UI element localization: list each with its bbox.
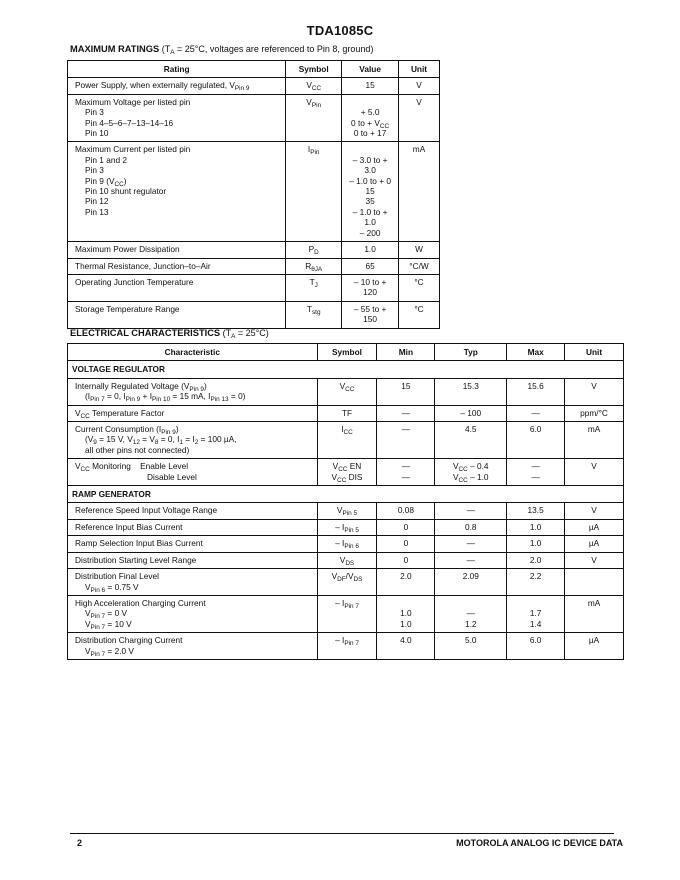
table-row: $V_{CC}$ Temperature Factor TF — – 100 — ppm/°C — [68, 405, 624, 421]
footer-page-number: 2 — [77, 838, 83, 848]
table-row: Distribution Final Level $V_{Pin 6} = 0.75$ V $V_{DF}/V_{DS}$ 2.0 2.09 2.2 — [68, 569, 624, 596]
footer-publication: MOTOROLA ANALOG IC DEVICE DATA — [456, 838, 623, 848]
table-header-row — [68, 344, 624, 361]
table-row: Ramp Selection Input Bias Current – $I_{Pin 6}$ 0 — 1.0 µA — [68, 536, 624, 552]
max-ratings-heading: MAXIMUM RATINGS ($T_A = 25^\circ C$, voltages are referenced to Pin 8, ground) — [70, 44, 374, 56]
table-row: Thermal Resistance, Junction–to–Air $R_{\theta JA}$ 65 °C/W — [68, 258, 440, 274]
elec-char-table — [67, 343, 624, 660]
table-row: $V_{CC}$ Monitoring Enable Level Disable Level $V_{CC}$ EN $V_{CC}$ DIS — — $V_{CC} - 0.4$ $V_{CC} - 1.0$ — — V — [68, 459, 624, 486]
table-row: Reference Speed Input Voltage Range $V_{Pin 5}$ 0.08 — 13.5 V — [68, 503, 624, 519]
max-ratings-table — [67, 60, 440, 329]
table-row: Power Supply, when externally regulated, $V_{Pin 9}$ $V_{CC}$ 15 V — [68, 78, 440, 94]
header-min: Min — [377, 344, 435, 361]
header-max: Max — [507, 344, 565, 361]
header-value: Value — [342, 61, 399, 78]
table-row: High Acceleration Charging Current $V_{Pin 7} = 0$ V $V_{Pin 7} = 10$ V – $I_{Pin 7}$ 1.0 1.0 — 1.2 1.7 1.4 mA — [68, 595, 624, 632]
table-row: Internally Regulated Voltage $(V_{Pin 9})$ ($I_{Pin 7} = 0$, $I_{Pin 9} + I_{Pin 10} = 15$ mA, $I_{Pin 13} = 0$) $V_{CC}$ 15 15.3 15.6 V — [68, 378, 624, 405]
table-row: Maximum Voltage per listed pin Pin 3 Pin 4–5–6–7–13–14–16 Pin 10 $V_{Pin}$ + 5.0 0 to + $V_{CC}$ 0 to + 17 V — [68, 94, 440, 142]
header-characteristic: Characteristic — [68, 344, 318, 361]
header-typ: Typ — [435, 344, 507, 361]
group-label-ramp-generator: RAMP GENERATOR — [68, 486, 624, 503]
document-title: TDA1085C — [306, 23, 374, 38]
header-unit: Unit — [565, 344, 624, 361]
table-row: Current Consumption $(I_{Pin 9})$ ($V_9 = 15$ V, $V_{12} = V_8 = 0$, $I_1 = I_2 = 100$ µA, all other pins not connected) $I_{CC}$ — 4.5 6.0 mA — [68, 422, 624, 459]
table-row: Operating Junction Temperature $T_J$ – 10 to + 120 °C — [68, 274, 440, 301]
header-symbol: Symbol — [317, 344, 377, 361]
elec-char-heading: ELECTRICAL CHARACTERISTICS $(T_A = 25^\circ C)$ — [70, 328, 269, 340]
group-row — [68, 486, 624, 503]
table-row: Storage Temperature Range $T_{stg}$ – 55 to + 150 °C — [68, 301, 440, 328]
table-row: Distribution Charging Current $V_{Pin 7} = 2.0$ V – $I_{Pin 7}$ 4.0 5.0 6.0 µA — [68, 633, 624, 660]
header-unit: Unit — [399, 61, 440, 78]
table-row: Maximum Power Dissipation $P_D$ 1.0 W — [68, 242, 440, 258]
header-symbol: Symbol — [286, 61, 342, 78]
footer-rule — [70, 833, 614, 834]
table-row: Reference Input Bias Current – $I_{Pin 5}$ 0 0.8 1.0 µA — [68, 519, 624, 535]
table-row: Maximum Current per listed pin Pin 1 and 2 Pin 3 Pin 9 $(V_{CC})$ Pin 10 shunt regulator Pin 12 Pin 13 $I_{Pin}$ – 3.0 to + 3.0 – 1.0 to + 0 15 35 – 1.0 to + 1.0 – 200 mA — [68, 142, 440, 242]
table-header-row — [68, 61, 440, 78]
group-row — [68, 361, 624, 378]
group-label-voltage-regulator: VOLTAGE REGULATOR — [68, 361, 624, 378]
header-rating: Rating — [68, 61, 286, 78]
table-row: Distribution Starting Level Range $V_{DS}$ 0 — 2.0 V — [68, 552, 624, 568]
